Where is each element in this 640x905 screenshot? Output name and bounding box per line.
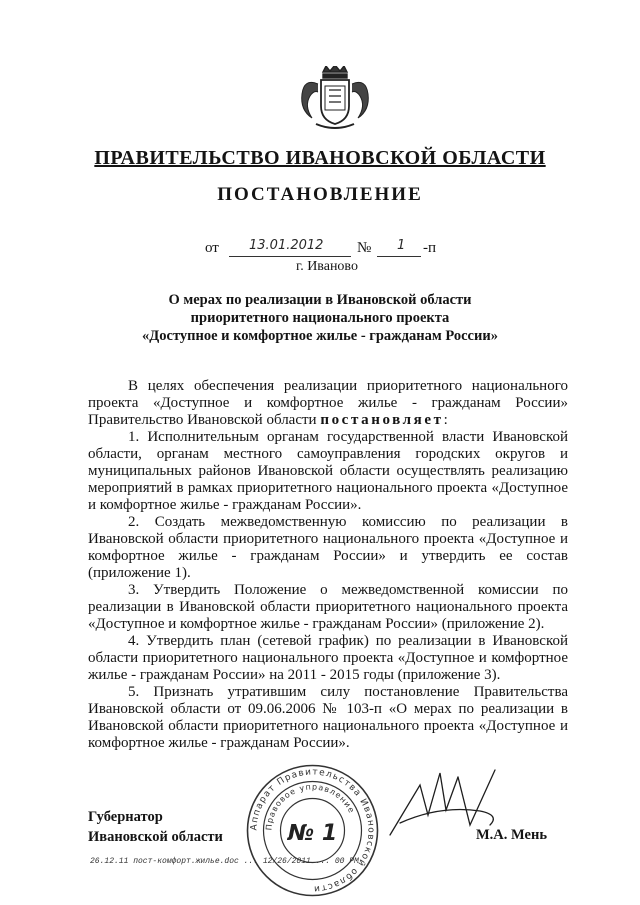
intro-text: В целях обеспечения реализации приоритетного национального проекта «Доступное и комфортное жилье - гражданам России» Правительство Ивановской области [88, 378, 568, 428]
number-underline [377, 256, 421, 257]
number-label: № [357, 240, 372, 256]
document-type: ПОСТАНОВЛЕНИЕ [217, 184, 423, 205]
subject-heading [90, 291, 550, 345]
stamp-outer-text: Аппарат Правительства Ивановской области [249, 767, 376, 894]
date-underline [229, 256, 351, 257]
date-value: 13.01.2012 [249, 238, 324, 253]
number-value: 1 [397, 238, 406, 253]
signatory-title-line-1: Губернатор [88, 809, 163, 825]
body-item-2: 2. Создать межведомственную комиссию по реализации в Ивановской области приоритетного национального проекта «Доступное и комфортное жилье - гражданам России» и утвердить ее состав (приложение 1). [88, 514, 568, 581]
body-item-3: 3. Утвердить Положение о межведомственной комиссии по реализации в Ивановской области приоритетного национального проекта «Доступное и комфортное жилье - гражданам России» (приложение 2). [88, 582, 568, 632]
file-info-footer: 26.12.11 пост-комфорт.жилье.doc ... 12/26/2011 ... 00 PM [90, 857, 359, 866]
dateline [205, 238, 465, 260]
subject-line-2: приоритетного национального проекта [190, 310, 450, 326]
signatory-title [88, 807, 223, 847]
signatory-name: М.А. Мень [476, 827, 547, 843]
subject-line-3: «Доступное и комфортное жилье - гражданам России» [142, 328, 498, 344]
body-item-5: 5. Признать утратившим силу постановление Правительства Ивановской области от 09.06.2006 № 103-п «О мерах по реализации в Ивановской области приоритетного национального проекта «Доступное и комфортное жилье - гражданам России». [88, 684, 568, 751]
decree-word: постановляет [320, 412, 444, 428]
stamp-inner-text: Правовое управление [264, 782, 357, 831]
number-suffix: -п [423, 240, 437, 256]
document-body [88, 378, 568, 752]
body-item-4: 4. Утвердить план (сетевой график) по реализации в Ивановской области приоритетного национального проекта «Доступное и комфортное жилье - гражданам России» на 2011 - 2015 годы (приложение 3). [88, 633, 568, 683]
government-title: ПРАВИТЕЛЬСТВО ИВАНОВСКОЙ ОБЛАСТИ [94, 147, 546, 169]
coat-of-arms-emblem [296, 66, 374, 130]
date-from-label: от [205, 240, 219, 256]
subject-line-1: О мерах по реализации в Ивановской области [168, 292, 472, 308]
body-item-1: 1. Исполнительным органам государственной власти Ивановской области, органам местного самоуправления городских округов и муниципальных районов Ивановской области осуществлять реализацию мероприятий в рамках приоритетного национального проекта «Доступное и комфортное жилье - гражданам России». [88, 429, 568, 513]
signatory-title-line-2: Ивановской области [88, 829, 223, 845]
city: г. Иваново [296, 259, 358, 274]
official-seal-stamp [245, 763, 380, 898]
stamp-number: № 1 [287, 821, 338, 846]
intro-paragraph: В целях обеспечения реализации приоритетного национального проекта «Доступное и комфортное жилье - гражданам России» Правительство Ивановской области постановляет: [88, 378, 568, 428]
